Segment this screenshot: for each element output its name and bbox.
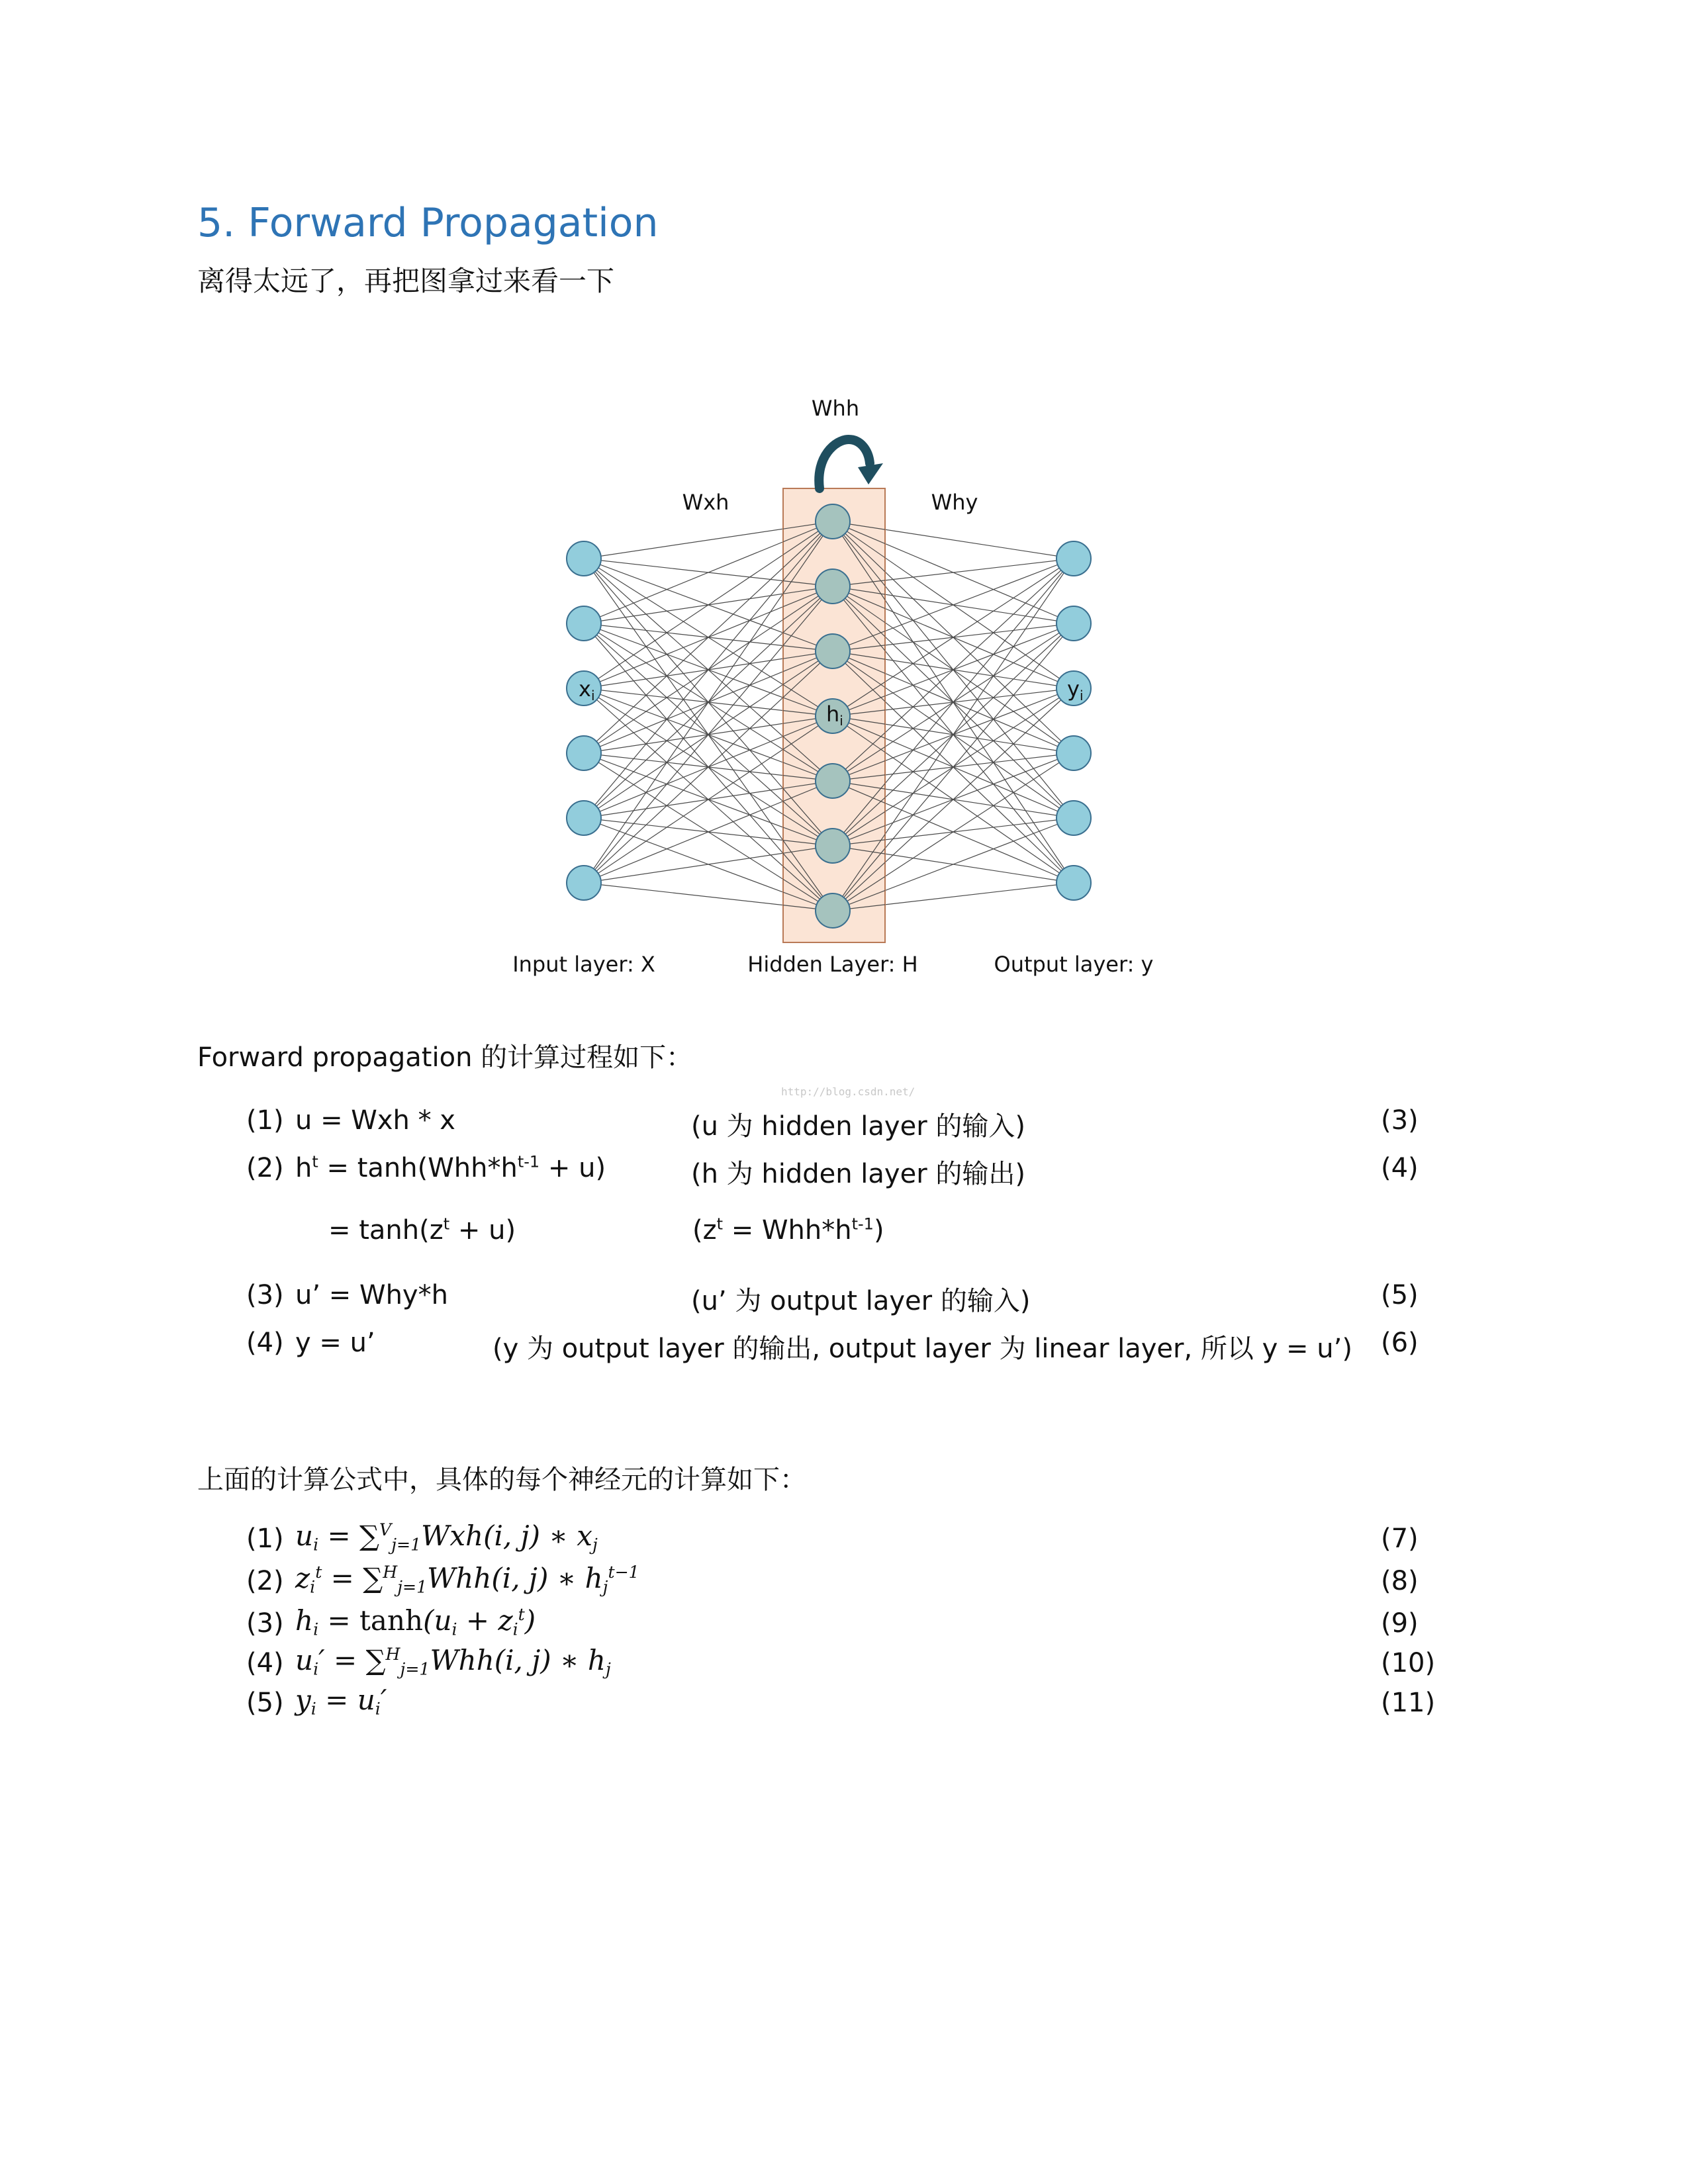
eq1-number: (1) (246, 1105, 284, 1136)
input-neuron (567, 736, 601, 770)
f2-ref: (8) (1381, 1566, 1419, 1596)
eq2b-note-whh-sup: t-1 (851, 1214, 874, 1234)
hidden-neuron (816, 504, 850, 539)
eq3-ref: (5) (1381, 1280, 1419, 1310)
f3-formula: $h_i = \tanh(u_i + z_i^t)$ (295, 1604, 536, 1639)
input-neuron (567, 606, 601, 641)
eq1-expression: u = Wxh * x (295, 1105, 455, 1136)
eq4-note: (y 为 output layer 的输出, output layer 为 linear layer, 所以 y = u’) (492, 1334, 1352, 1364)
f4-ref: (10) (1381, 1648, 1436, 1678)
output-neuron (1056, 866, 1091, 900)
f4-formula: $u_i' = \sum^H_{j=1}Whh(i$, j) ∗ $h_j$ (295, 1644, 611, 1679)
eq2-expression (295, 1153, 606, 1183)
section-heading: 5. Forward Propagation (197, 200, 659, 246)
f1-number: (1) (246, 1524, 284, 1554)
eq2b-expression (328, 1215, 516, 1246)
f3-ref: (9) (1381, 1608, 1419, 1639)
recurrent-arrowhead-icon (858, 463, 883, 484)
input-neuron (567, 801, 601, 835)
f1-ref: (7) (1381, 1524, 1419, 1554)
hidden-node-sub: i (839, 713, 843, 729)
eq4-expression: y = u’ (295, 1328, 375, 1358)
eq3-note: (u’ 为 output layer 的输入) (691, 1286, 1031, 1316)
hidden-neuron (816, 569, 850, 604)
eq2-h-sup: t (312, 1152, 318, 1171)
f1-formula: $u_i = \sum^V_{j=1}Wxh(i$, j) ∗ $x_j$ (295, 1520, 598, 1555)
f5-formula: $y_i = u_i'$ (295, 1684, 387, 1719)
eq2b-tail: + u) (449, 1215, 516, 1246)
output-neuron (1056, 541, 1091, 576)
eq2b-note-whh: = Whh*h (723, 1215, 852, 1246)
f4-number: (4) (246, 1648, 284, 1678)
eq2-note: (h 为 hidden layer 的输出) (691, 1159, 1025, 1189)
section2-title: 上面的计算公式中，具体的每个神经元的计算如下： (197, 1465, 806, 1495)
f5-ref: (11) (1381, 1688, 1436, 1718)
hidden-neuron (816, 764, 850, 798)
eq2-h: h (295, 1153, 312, 1183)
eq1-note: (u 为 hidden layer 的输入) (691, 1111, 1025, 1142)
watermark: http://blog.csdn.net/ (781, 1085, 915, 1098)
input-node-letter: x (579, 676, 591, 702)
eq2-ref: (4) (1381, 1153, 1419, 1183)
eq2-tail: + u) (539, 1153, 606, 1183)
f2-formula: $z_i^t = \sum^H_{j=1}Whh(i$, j) ∗ $h_j^{t-1}$ (295, 1562, 639, 1597)
whh-label: Whh (811, 396, 860, 421)
input-layer-caption: Input layer: X (512, 952, 655, 977)
eq3-expression: u’ = Why*h (295, 1280, 448, 1310)
hidden-neuron (816, 829, 850, 863)
eq2b-note-z-sup: t (716, 1214, 724, 1234)
intro-text: 离得太远了，再把图拿过来看一下 (197, 265, 615, 297)
hidden-layer-caption: Hidden Layer: H (747, 952, 918, 977)
eq4-number: (4) (246, 1328, 284, 1358)
eq2b-tanh: = tanh(z (328, 1215, 444, 1246)
eq2-tanh: = tanh(Whh*h (318, 1153, 518, 1183)
eq2b-note (692, 1215, 884, 1246)
eq2b-note-close: ) (873, 1215, 884, 1246)
section1-title: Forward propagation 的计算过程如下： (197, 1042, 693, 1073)
output-neuron (1056, 606, 1091, 641)
eq2b-sup: t (443, 1214, 450, 1234)
f5-number: (5) (246, 1688, 284, 1718)
input-neuron (567, 866, 601, 900)
output-node-letter: y (1067, 676, 1080, 702)
f2-number: (2) (246, 1566, 284, 1596)
output-node-sub: i (1079, 688, 1084, 704)
hidden-node-letter: h (826, 702, 840, 727)
eq1-ref: (3) (1381, 1105, 1419, 1136)
why-label: Why (931, 490, 978, 515)
recurrent-arrow-icon (819, 439, 870, 488)
eq2b-note-z: (z (692, 1215, 717, 1246)
eq3-number: (3) (246, 1280, 284, 1310)
hidden-neuron (816, 893, 850, 928)
output-layer-caption: Output layer: y (994, 952, 1154, 977)
eq4-ref: (6) (1381, 1328, 1419, 1358)
hidden-neuron (816, 634, 850, 668)
eq2-number: (2) (246, 1153, 284, 1183)
output-neuron (1056, 801, 1091, 835)
eq2-tanh-sup: t-1 (517, 1152, 540, 1171)
input-node-sub: i (590, 688, 595, 704)
output-neuron (1056, 736, 1091, 770)
f3-number: (3) (246, 1608, 284, 1639)
input-neuron (567, 541, 601, 576)
wxh-label: Wxh (682, 490, 729, 515)
